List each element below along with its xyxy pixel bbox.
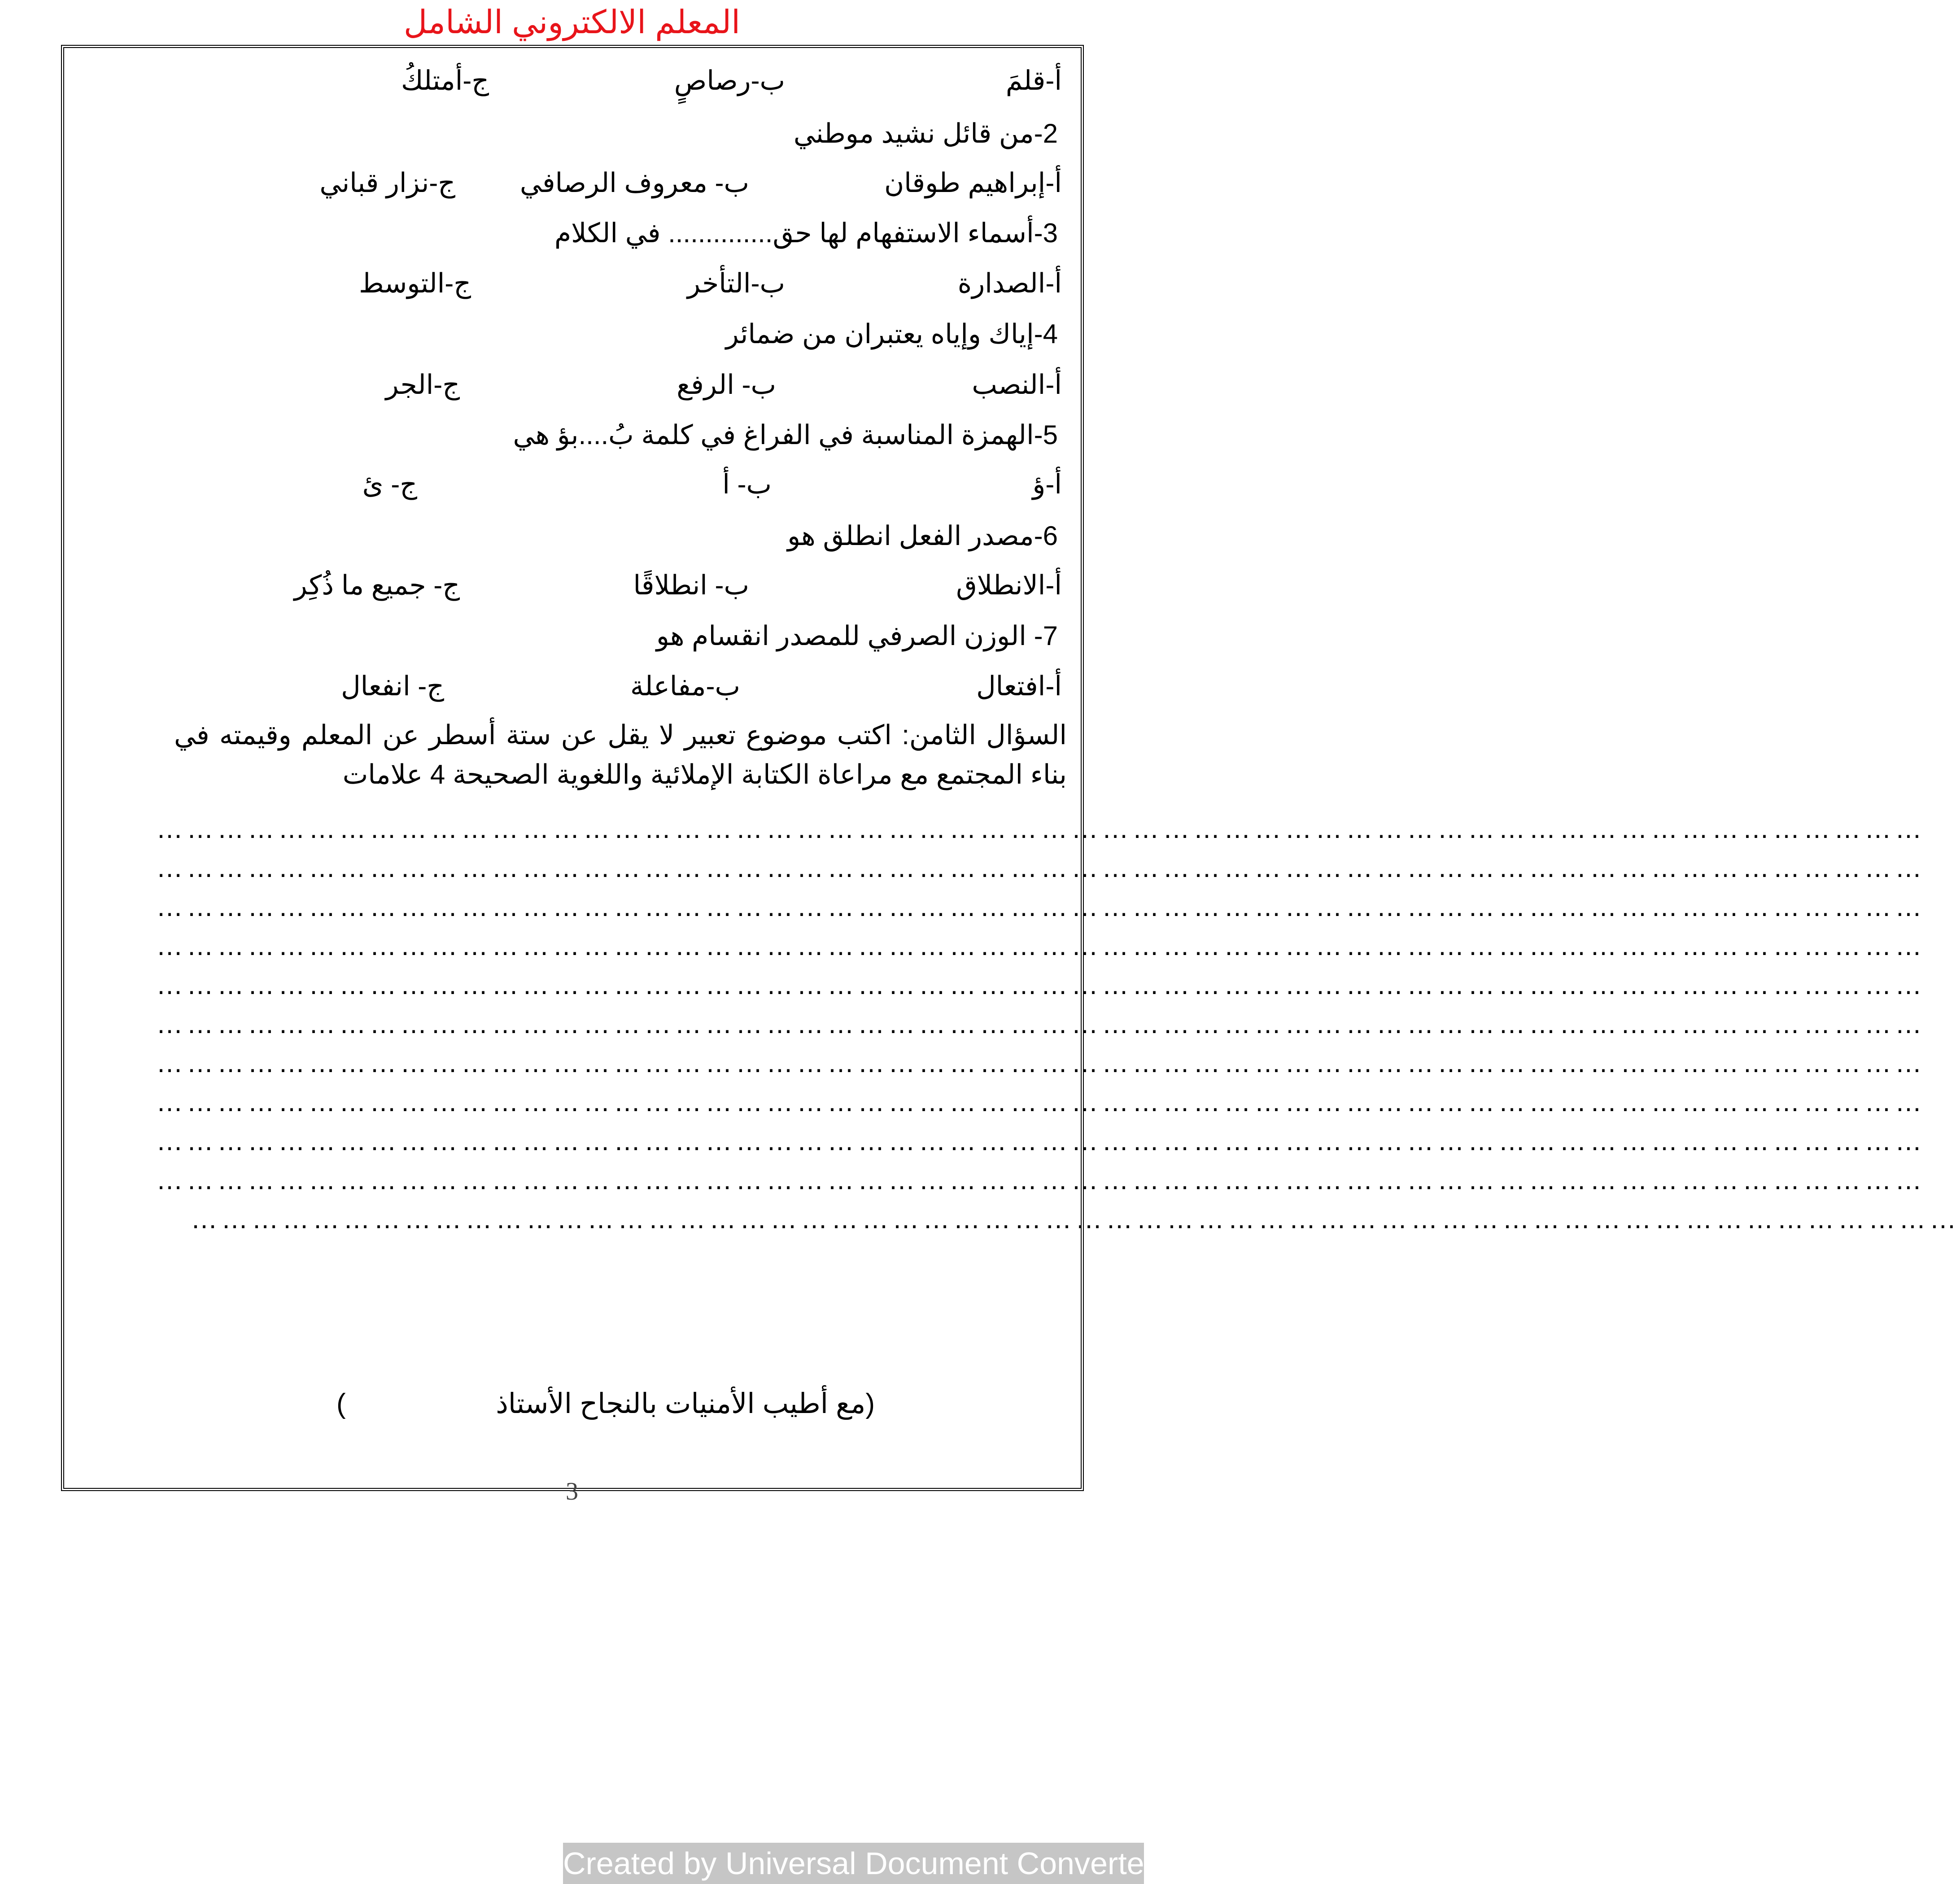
q3-option-a: أ-الصدارة xyxy=(957,268,1062,298)
q3-option-b: ب-التأخر xyxy=(687,268,785,298)
q6-text: 6-مصدر الفعل انطلق هو xyxy=(787,521,1058,551)
converter-watermark: Created by Universal Document Converter xyxy=(563,1843,1144,1884)
q2-option-a: أ-إبراهيم طوقان xyxy=(884,168,1062,198)
q6-option-a: أ-الانطلاق xyxy=(956,570,1062,600)
closing-paren: ) xyxy=(336,1388,346,1419)
page-number: 3 xyxy=(566,1478,578,1505)
answer-line: ………………………………………………………………………………………………………………………………………………………… xyxy=(156,1087,1925,1117)
answer-line: ………………………………………………………………………………………………………………………………………………………… xyxy=(156,814,1925,844)
q1-option-b: ب-رصاصٍ xyxy=(674,65,785,96)
closing-line xyxy=(336,1384,875,1424)
page-title: المعلم الالكتروني الشامل xyxy=(403,4,741,40)
q6-option-b: ب- انطلاقًا xyxy=(633,570,749,600)
q5-option-b: ب- أ xyxy=(722,469,772,499)
q3-option-c: ج-التوسط xyxy=(359,268,471,298)
answer-line: ………………………………………………………………………………………………………………………………………………………… xyxy=(156,931,1925,961)
answer-line: ………………………………………………………………………………………………………………………………………………………… xyxy=(156,970,1925,1000)
q7-option-c: ج- انفعال xyxy=(341,671,444,701)
q7-option-a: أ-افتعال xyxy=(976,671,1062,701)
answer-line: ………………………………………………………………………………………………………………………………………………………… xyxy=(156,1048,1925,1078)
q1-option-c: ج-أمتلكُ xyxy=(401,65,489,96)
q5-option-a: أ-ؤ xyxy=(1032,469,1062,499)
q3-text: 3-أسماء الاستفهام لها حق.............. في الكلام xyxy=(554,218,1058,248)
question-8-prompt: السؤال الثامن: اكتب موضوع تعبير لا يقل عن ستة أسطر عن المعلم وقيمته في بناء المجتمع مع مراعاة الكتابة الإملائية واللغوية الصحيحة 4 علامات xyxy=(174,720,1067,789)
q5-text: 5-الهمزة المناسبة في الفراغ في كلمة بُ....بؤ هي xyxy=(513,420,1058,450)
answer-line: ………………………………………………………………………………………………………………………………………………………… xyxy=(156,892,1925,922)
q4-option-c: ج-الجر xyxy=(385,370,460,400)
q1-option-a: أ-قلمَ xyxy=(1005,65,1062,96)
q2-option-c: ج-نزار قباني xyxy=(319,168,455,198)
q2-text: 2-من قائل نشيد موطني xyxy=(793,118,1058,148)
q4-option-a: أ-النصب xyxy=(972,370,1062,400)
answer-line: ………………………………………………………………………………………………………………………………………………………… xyxy=(156,853,1925,883)
q5-option-c: ج- ئ xyxy=(362,469,417,499)
answer-line: ………………………………………………………………………………………………………………………………………………………… xyxy=(156,1165,1925,1195)
answer-line: ………………………………………………………………………………………………………………………………………………………… xyxy=(156,1009,1925,1039)
q6-option-c: ج- جميع ما ذُكِر xyxy=(294,570,460,600)
answer-line: ………………………………………………………………………………………………………………………………………………………… xyxy=(191,1204,1960,1234)
q2-option-b: ب- معروف الرصافي xyxy=(519,168,749,198)
q7-option-b: ب-مفاعلة xyxy=(630,671,740,701)
q4-text: 4-إياك وإياه يعتبران من ضمائر xyxy=(725,319,1058,349)
answer-line: ………………………………………………………………………………………………………………………………………………………… xyxy=(156,1126,1925,1156)
q4-option-b: ب- الرفع xyxy=(677,370,776,400)
closing-text: (مع أطيب الأمنيات بالنجاح الأستاذ xyxy=(496,1388,875,1419)
q7-text: 7- الوزن الصرفي للمصدر انقسام هو xyxy=(656,621,1058,651)
